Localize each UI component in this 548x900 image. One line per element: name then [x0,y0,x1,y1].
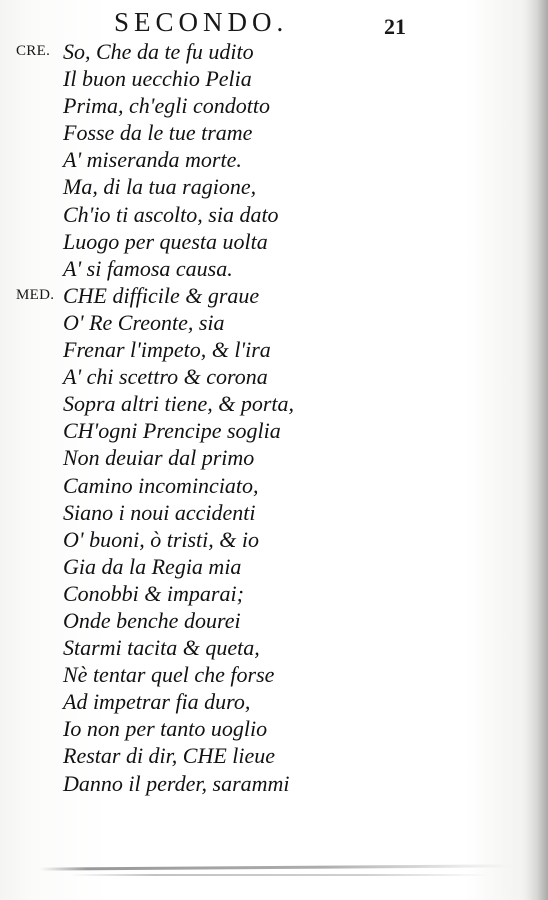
verse-text: Restar di dir, CHE lieue [63,743,276,769]
page-gutter-shadow [522,0,548,900]
speaker-label: CRE. [16,43,51,59]
verse-line [0,92,548,119]
verse-text: Non deuiar dal primo [63,445,255,471]
verse-line [0,715,548,742]
verse-text: Starmi tacita & queta, [63,635,260,661]
verse-line [0,390,548,417]
verse-text: Luogo per questa uolta [63,228,268,254]
verse-text: Gia da la Regia mia [63,553,242,579]
verse-line [0,201,548,228]
verse-block [0,38,548,797]
verse-text: CHE difficile & graue [63,282,260,308]
verse-text: O' Re Creonte, sia [63,309,225,335]
verse-text: A' si famosa causa. [63,255,233,281]
verse-line [0,742,548,769]
verse-text: Onde benche dourei [63,607,241,633]
verse-text: Camino incominciato, [63,472,259,498]
verse-line [0,444,548,471]
verse-line [0,607,548,634]
running-title: SECONDO. [114,7,289,37]
verse-line [0,580,548,607]
verse-line [0,634,548,661]
page-number: 21 [384,14,406,39]
speaker-label: MED. [16,286,55,303]
verse-line [0,173,548,200]
verse-line [0,472,548,499]
page-bottom-shadow [40,864,510,870]
verse-text: A' chi scettro & corona [63,364,268,390]
verse-line [0,336,548,363]
verse-line [0,146,548,173]
verse-text: Danno il perder, sarammi [63,770,290,796]
verse-text: Fosse da le tue trame [63,120,253,146]
verse-text: O' buoni, ò tristi, & io [63,526,260,552]
verse-text: Ad impetrar fia duro, [63,689,251,715]
verse-text: So, Che da te fu udito [63,39,254,64]
verse-text: Frenar l'impeto, & l'ira [63,337,271,363]
verse-line [0,309,548,336]
verse-line [0,553,548,580]
verse-text: Nè tentar quel che forse [63,662,275,688]
verse-line [0,661,548,688]
verse-text: Ch'io ti ascolto, sia dato [63,201,279,227]
verse-line [0,770,548,797]
verse-line [0,499,548,526]
verse-text: Io non per tanto uoglio [63,716,268,742]
verse-line [0,228,548,255]
verse-text: Prima, ch'egli condotto [63,93,270,119]
verse-line [0,119,548,146]
verse-text: Conobbi & imparai; [63,580,244,606]
verse-line [0,282,548,309]
verse-line [0,688,548,715]
verse-line [0,417,548,444]
verse-line [0,65,548,92]
verse-text: Sopra altri tiene, & porta, [63,391,294,417]
verse-line [0,255,548,282]
verse-text: A' miseranda morte. [63,147,242,173]
verse-line [0,38,548,65]
verse-text: CH'ogni Prencipe soglia [63,418,281,444]
verse-line [0,363,548,390]
verse-text: Siano i noui accidenti [63,499,256,525]
verse-line [0,526,548,553]
verse-text: Il buon uecchio Pelia [63,66,252,92]
verse-text: Ma, di la tua ragione, [63,174,257,200]
page-bottom-edge [70,874,490,876]
